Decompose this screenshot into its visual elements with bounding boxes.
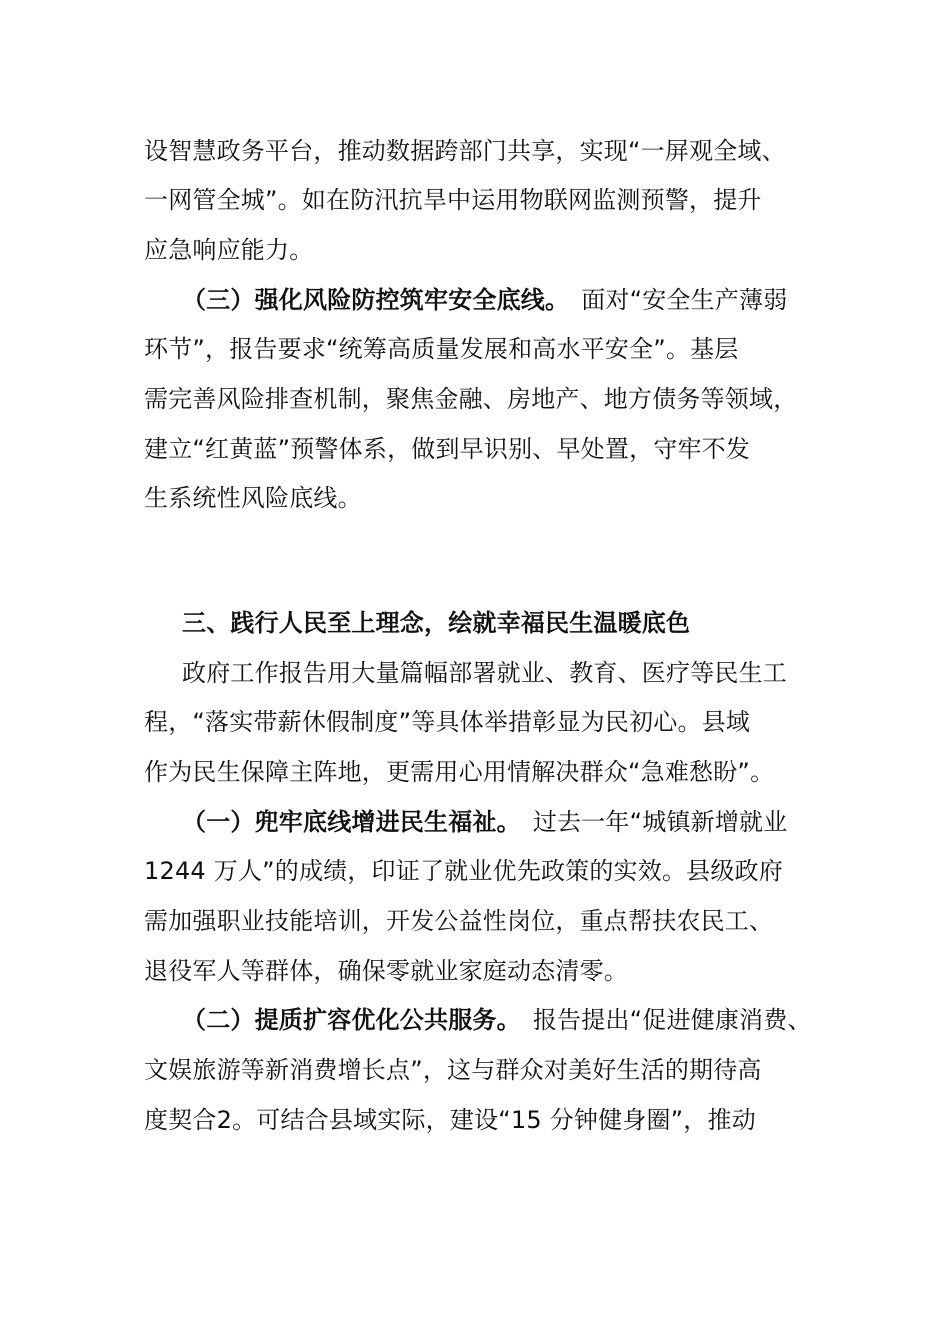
subheading-one: （一）兜牢底线增进民生福祉。 [182,808,521,836]
section-heading [182,606,690,640]
body-text-line: 退役军人等群体，确保零就业家庭动态清零。 [144,957,628,985]
body-text-line: 文娱旅游等新消费增长点”，这与群众对美好生活的期待高 [144,1056,762,1084]
body-text-line: 1244 万人”的成绩，印证了就业优先政策的实效。县级政府 [144,857,783,885]
subheading-paragraph-line: （三）强化风险防控筑牢安全底线。 面对“安全生产薄弱 [182,286,788,314]
body-text-line: 一网管全城”。如在防汛抗旱中运用物联网监测预警，提升 [144,186,762,214]
body-text-line: 建立“红黄蓝”预警体系，做到早识别、早处置，守牢不发 [144,435,751,463]
body-text-line: 生系统性风险底线。 [144,484,362,512]
subheading-paragraph-line: （一）兜牢底线增进民生福祉。 过去一年“城镇新增就业 [182,808,788,836]
body-text-line: 度契合2。可结合县域实际，建设“15 分钟健身圈”，推动 [144,1106,756,1134]
body-text-line: 需加强职业技能培训，开发公益性岗位，重点帮扶农民工、 [144,907,774,935]
body-text-line: 设智慧政务平台，推动数据跨部门共享，实现“一屏观全域、 [144,137,786,165]
body-text-line: 政府工作报告用大量篇幅部署就业、教育、医疗等民生工 [182,659,787,687]
body-text-line: 环节”，报告要求“统筹高质量发展和高水平安全”。基层 [144,335,739,363]
body-text-line: 应急响应能力。 [144,236,314,264]
body-text-line: 作为民生保障主阵地，更需用心用情解决群众“急难愁盼”。 [144,758,775,786]
subheading-paragraph-line: （二）提质扩容优化公共服务。 报告提出“促进健康消费、 [182,1006,812,1034]
subheading-three: （三）强化风险防控筑牢安全底线。 [182,286,570,314]
section-heading-text: 三、践行人民至上理念，绘就幸福民生温暖底色 [182,609,691,637]
body-text-line: 程，“落实带薪休假制度”等具体举措彰显为民初心。县域 [144,708,751,736]
body-text-line: 需完善风险排查机制，聚焦金融、房地产、地方债务等领域， [144,385,798,413]
subheading-two: （二）提质扩容优化公共服务。 [182,1006,521,1034]
